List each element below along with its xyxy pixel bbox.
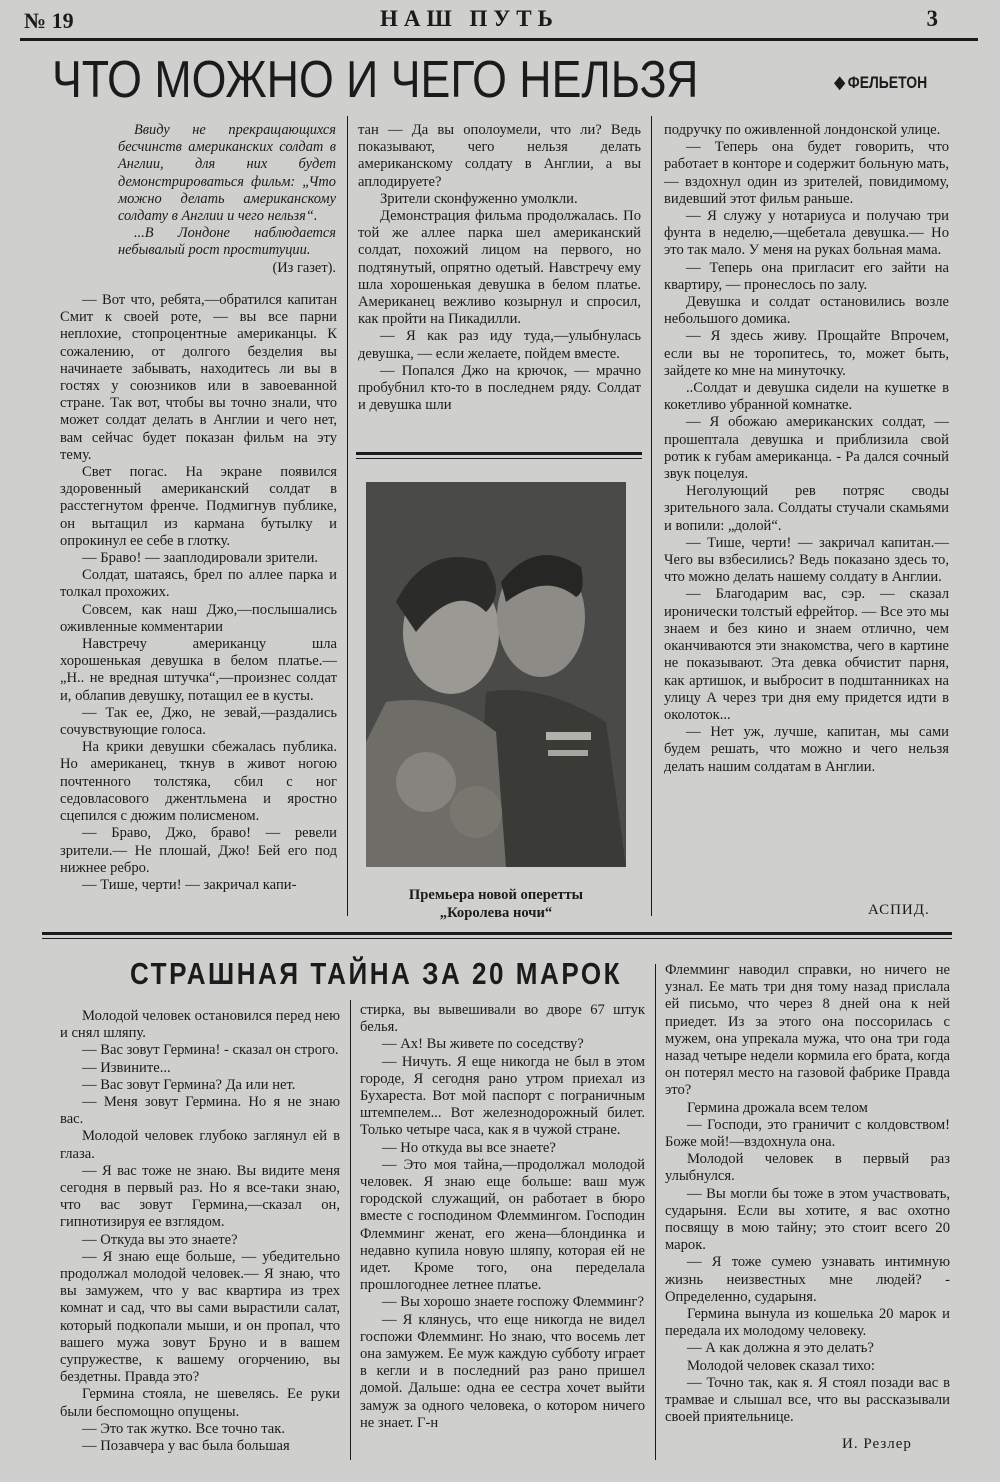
paragraph: — Я знаю еще больше, — убедительно продолжал молодой человек.— Я знаю, что вы замужем, что у вас квартира из трех комнат и сад, что вы сами вырастили салат, который подкопали мыши, и он пропал, что вашего мужа зовут Бруно и в вашем супружестве, к вашему огорчению, вы бездетны. Правда это? (60, 1248, 340, 1386)
rubric-label (834, 72, 927, 93)
paragraph: — Я клянусь, что еще никогда не видел госпожи Флемминг. Но знаю, что восемь лет она замужем. Ее муж каждую субботу играет в кегли и в последний раз рано пришел домой. Дальше: одна ее сестра хочет выйти замуж за одного человека, о котором ничего не знает. Г-н (360, 1311, 645, 1431)
column-rule-left (347, 116, 348, 916)
paragraph: — Меня зовут Гермина. Но я не знаю вас. (60, 1094, 340, 1128)
issue-number: № 19 (24, 8, 74, 33)
paragraph: — Нет уж, лучше, капитан, мы сами будем решать, что можно и чего нельзя делать нашим солдатам в Англии. (664, 724, 949, 775)
paragraph: — Так ее, Джо, не зевай,—раздались сочувствующие голоса. (60, 704, 337, 739)
header-rule (20, 38, 978, 41)
paragraph: Зрители сконфуженно умолкли. (380, 190, 578, 207)
paragraph: — Тише, черти! — закричал капитан.— Чего вы взбесились? Ведь показано здесь то, что можно делать нашему солдату в Англии. (664, 534, 949, 586)
paragraph: ..Солдат и девушка сидели на кушетке в кокетливо убранной комнатке. (664, 380, 949, 414)
paragraph: Молодой человек глубоко заглянул ей в глаза. (60, 1128, 340, 1162)
epigraph-line: ...В Лондоне наблюдается небывалый рост проституции. (118, 225, 336, 259)
paragraph: Молодой человек остановился перед нею и снял шляпу. (60, 1008, 340, 1042)
paragraph: Молодой человек в первый раз улыбнулся. (665, 1151, 950, 1185)
paragraph: — Это моя тайна,—продолжал молодой человек. Я знаю еще больше: ваш муж городской служащий, он работает в бюро вместе с господином Флеммингом. Господин Флемминг женат, его жена—блондинка и недавно купила новую шляпу, которая ей не идет. Кроме того, она переделала прошлогоднее летнее платье. (360, 1156, 645, 1294)
paragraph: — Я как раз иду туда,—улыбнулась девушка, — если желаете, пойдем вместе. (358, 328, 641, 362)
paragraph: — Но откуда вы все знаете? (382, 1139, 556, 1156)
paragraph: Молодой человек сказал тихо: (687, 1357, 875, 1374)
paragraph: — Тише, черти! — закричал капи- (82, 876, 297, 893)
photo-top-rule (356, 452, 642, 455)
paragraph: — А как должна я это делать? (687, 1340, 874, 1357)
epigraph-line: Ввиду не прекращающихся бесчинств американских солдат в Англии, для них будет демонстрироваться фильм: „Что можно делать американскому солдату в Англии и чего нельзя“. (118, 122, 336, 225)
paragraph: подручку по оживленной лондонской улице. (664, 122, 941, 138)
epigraph-source: (Из газет). (272, 259, 336, 276)
column-rule-right (651, 116, 652, 916)
story-column-2 (360, 1002, 645, 1432)
operetta-photo (366, 482, 626, 867)
paragraph: — Благодарим вас, сэр. — сказал иронически толстый ефрейтор. — Все это мы знаем и без кино и знаем отлично, чем оканчиваются эти знакомства, чего в картине не показывают. Эта девка обчистит парня, как артишок, и выбросит в подштанниках на улицу А через три дня ему придется идти в околоток... (664, 586, 949, 723)
feuilleton-column-3 (664, 122, 949, 776)
paragraph: — Вы могли бы тоже в этом участвовать, сударыня. Если вы хотите, я вас охотно посвящу в мою тайну; это стоит всего 20 марок. (665, 1185, 950, 1254)
paragraph: — Я здесь живу. Прощайте Впрочем, если вы не торопитесь, то, может быть, зайдете ко мне на минуточку. (664, 328, 949, 379)
paragraph: тан — Да вы ополоумели, что ли? Ведь показывают, чего нельзя делать американскому солдату в Англии, а вы аплодируете? (358, 122, 641, 190)
paragraph: стирка, вы вывешивали во дворе 67 штук белья. (360, 1002, 645, 1036)
paragraph: Свет погас. На экране появился здоровенный американский солдат в расстегнутом френче. Подмигнув публике, он вытащил из кармана бутылку и опрокинул ее себе в глотку. (60, 464, 337, 549)
story-column-rule-right (655, 964, 656, 1460)
photo-top-rule-thin (356, 458, 642, 459)
paragraph: Гермина дрожала всем телом (687, 1099, 868, 1116)
paragraph: Солдат, шатаясь, брел по аллее парка и толкал прохожих. (60, 567, 337, 601)
story-column-rule-left (350, 1000, 351, 1460)
paragraph: — Господи, это граничит с колдовством! Боже мой!—вздохнула она. (665, 1116, 950, 1151)
paragraph: — Откуда вы это знаете? (82, 1231, 238, 1248)
paragraph: — Извините... (82, 1059, 171, 1076)
caption-line-1: Премьера новой оперетты (408, 887, 584, 903)
paragraph: Девушка и солдат остановились возле небольшого домика. (664, 294, 949, 328)
paragraph: — Вас зовут Гермина! - сказал он строго. (82, 1042, 339, 1059)
story-column-3 (665, 962, 950, 1426)
diamond-icon: ◆ (834, 72, 846, 92)
paragraph: Демонстрация фильма продолжалась. По той же аллее парка шел американский солдат, похожий лицом на первого, но подтянутый, опрятно одетый. Навстречу ему шла хорошенькая девушка в белом платье. Американец вежливо козырнул и спросил, как пройти на Пикадилли. (358, 208, 641, 328)
paragraph: — Я тоже сумею узнавать интимную жизнь неизвестных мне людей? - Определенно, сударыня. (665, 1254, 950, 1305)
paragraph: — Вот что, ребята,—обратился капитан Смит к своей роте, — вы все парни неплохие, стопроцентные американцы. К сожалению, от долгого безделия вы начинаете забывать, находитесь ли вы в гостях у союзников или в завоеванной стране. Так вот, чтобы вы точно знали, что может солдат делать в Англии и чего нет, вам сейчас будет показан фильм на эту тему. (60, 292, 337, 463)
paragraph: — Я служу у нотариуса и получаю три фунта в неделю,—щебетала девушка.— Но это так мало. У меня на руках больная мама. (664, 208, 949, 259)
paragraph: Гермина вынула из кошелька 20 марок и передала их молодому человеку. (665, 1306, 950, 1340)
paragraph: Флемминг наводил справки, но ничего не узнал. Ее мать три дня тому назад прислала ей письмо, что через 8 дней она к ней приедет. Из за этого она поссорилась с мужем, она упрекала мужа, что она три года назад четыре недели кормила его брата, когда он потерял место на газовой фабрике Правда это? (665, 962, 950, 1099)
paragraph: — Я вас тоже не знаю. Вы видите меня сегодня в первый раз. Но я все-таки знаю, что вас зовут Гермина,—сказал он, гипнотизируя ее взглядом. (60, 1162, 340, 1231)
story-column-1 (60, 1008, 340, 1455)
paragraph: — Точно так, как я. Я стоял позади вас в трамвае и слышал все, что вы рассказывали своей приятельнице. (665, 1374, 950, 1426)
feuilleton-column-2 (358, 122, 641, 414)
paragraph: — Ах! Вы живете по соседству? (382, 1036, 584, 1053)
paragraph: — Вы хорошо знаете госпожу Флемминг? (382, 1294, 644, 1311)
paragraph: Гермина стояла, не шевелясь. Ее руки были беспомощно опущены. (60, 1386, 340, 1420)
story-signature: И. Резлер (842, 1436, 912, 1452)
paragraph: — Я обожаю американских солдат, — прошептала девушка и приблизила свой ротик к губам американца. - Ра дался сочный звук поцелуя. (664, 414, 949, 483)
photo-caption (360, 886, 632, 922)
caption-line-2: „Королева ночи“ (439, 905, 553, 921)
paragraph: — Это так жутко. Все точно так. (82, 1420, 285, 1437)
paragraph: — Браво, Джо, браво! — ревели зрители.— Не плошай, Джо! Бей его под нижнее ребро. (60, 825, 337, 876)
paragraph: — Теперь она пригласит его зайти на квартиру, — пронеслось по залу. (664, 259, 949, 293)
feuilleton-column-1 (60, 292, 337, 894)
rubric-text: ФЕЛЬЕТОН (847, 73, 928, 92)
paragraph: На крики девушки сбежалась публика. Но американец, ткнув в живот ногою почтенного толстяка, сбил с ног седовласового джентльмена и яростно сцепился с дюжим полисменом. (60, 739, 337, 825)
paragraph: Неголующий рев потряс своды зрительного зала. Солдаты стучали скамьями и вопили: „долой“. (664, 483, 949, 534)
epigraph (118, 122, 336, 277)
feuilleton-signature: АСПИД. (868, 902, 930, 918)
newspaper-name: НАШ ПУТЬ (380, 6, 559, 31)
paragraph: — Позавчера у вас была большая (82, 1438, 290, 1455)
paragraph: — Браво! — зааплодировали зрители. (82, 550, 319, 567)
paragraph: — Ничуть. Я еще никогда не был в этом городе, Я сегодня рано утром приехал из Бухареста. Вот мой паспорт с пограничным штемпелем... Вот железнодорожный билет. Только четыре часа, как я в чужой стране. (360, 1053, 645, 1139)
feuilleton-title: ЧТО МОЖНО И ЧЕГО НЕЛЬЗЯ (52, 51, 699, 109)
section-rule (42, 932, 952, 935)
paragraph: Навстречу американцу шла хорошенькая девушка в белом платье.— „Н.. не вредная штучка“,—произнес солдат и, облапив девушку, потащил ее в кусты. (60, 636, 337, 704)
paragraph: — Теперь она будет говорить, что работает в конторе и содержит больную мать, — вздохнул один из зрителей, повидимому, видевший этот фильм раньше. (664, 139, 949, 207)
paragraph: — Попался Джо на крючок, — мрачно пробубнил кто-то в последнем ряду. Солдат и девушка шли (358, 362, 641, 414)
paragraph: — Вас зовут Гермина? Да или нет. (82, 1076, 296, 1093)
page-number: 3 (926, 6, 938, 31)
story-title: СТРАШНАЯ ТАЙНА ЗА 20 МАРОК (130, 956, 623, 991)
paragraph: Совсем, как наш Джо,—послышались оживленные комментарии (60, 601, 337, 635)
section-rule-thin (42, 938, 952, 939)
photo-illustration (366, 482, 626, 867)
